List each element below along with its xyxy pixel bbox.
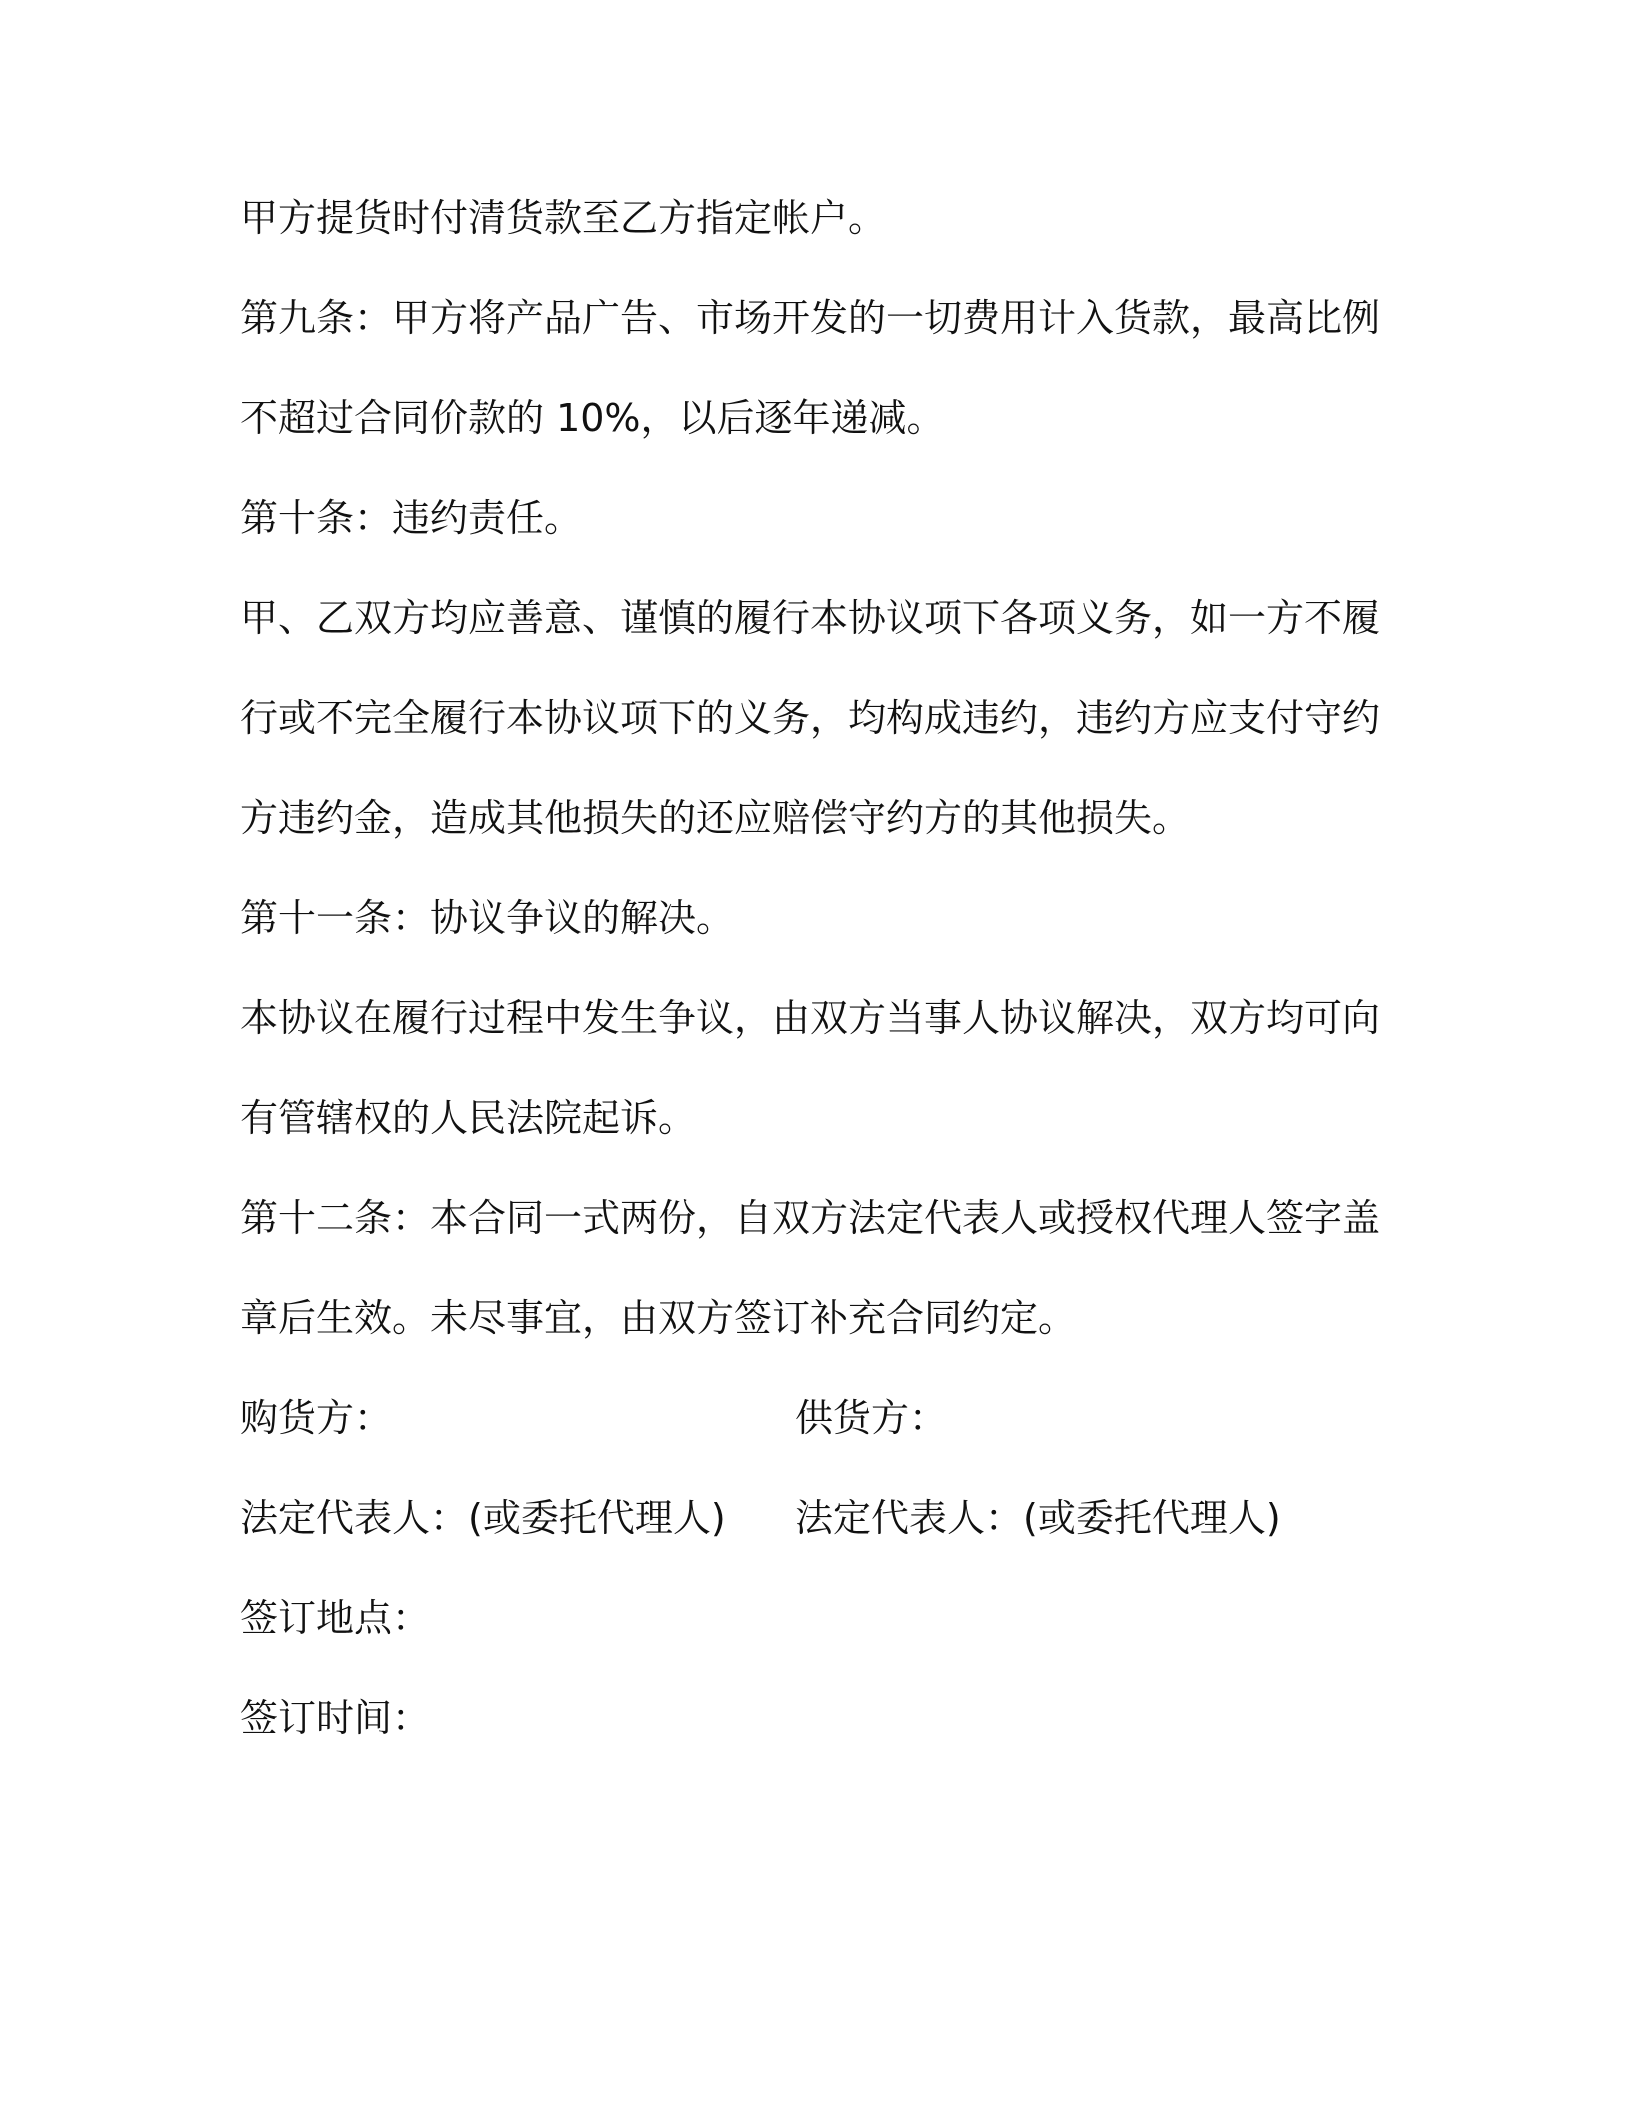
article-10-line-2: 行或不完全履行本协议项下的义务，均构成违约，违约方应支付守约	[240, 696, 1381, 740]
article-10-line-3: 方违约金，造成其他损失的还应赔偿守约方的其他损失。	[240, 796, 1191, 840]
buyer-representative-label: 法定代表人：(或委托代理人)	[240, 1496, 726, 1540]
article-10-heading: 第十条：违约责任。	[240, 496, 583, 540]
signing-time-label: 签订时间：	[240, 1696, 431, 1740]
paragraph-line-payment: 甲方提货时付清货款至乙方指定帐户。	[240, 196, 887, 240]
article-10-line-1: 甲、乙双方均应善意、谨慎的履行本协议项下各项义务，如一方不履	[240, 596, 1381, 640]
article-11-heading: 第十一条：协议争议的解决。	[240, 896, 735, 940]
supplier-label: 供货方：	[795, 1396, 948, 1440]
buyer-label: 购货方：	[240, 1396, 393, 1440]
supplier-representative-label: 法定代表人：(或委托代理人)	[795, 1496, 1281, 1540]
article-12-line-2: 章后生效。未尽事宜，由双方签订补充合同约定。	[240, 1296, 1077, 1340]
article-11-line-1: 本协议在履行过程中发生争议，由双方当事人协议解决，双方均可向	[240, 996, 1381, 1040]
signing-place-label: 签订地点：	[240, 1596, 431, 1640]
article-9-line-1: 第九条：甲方将产品广告、市场开发的一切费用计入货款，最高比例	[240, 296, 1381, 340]
article-11-line-2: 有管辖权的人民法院起诉。	[240, 1096, 697, 1140]
article-12-line-1: 第十二条：本合同一式两份，自双方法定代表人或授权代理人签字盖	[240, 1196, 1381, 1240]
article-9-line-2: 不超过合同价款的 10%，以后逐年递减。	[240, 396, 945, 440]
